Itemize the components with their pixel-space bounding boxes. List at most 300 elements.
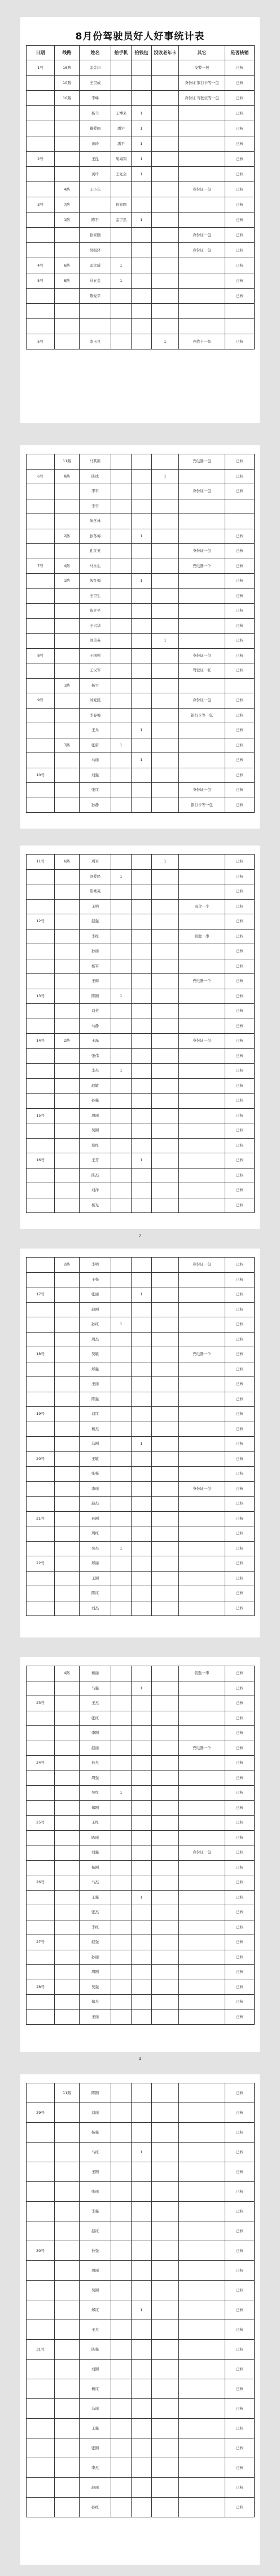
table-cell bbox=[111, 1437, 132, 1452]
table-cell: 已核 bbox=[225, 454, 255, 470]
table-cell bbox=[179, 1123, 225, 1139]
table-cell bbox=[55, 2261, 80, 2281]
table-cell: 11路 bbox=[55, 2083, 80, 2103]
table-row bbox=[27, 989, 255, 1004]
table-cell bbox=[55, 1437, 80, 1452]
table-cell bbox=[55, 1511, 80, 1526]
table-cell bbox=[27, 723, 55, 738]
table-cell bbox=[111, 2221, 132, 2241]
table-cell bbox=[152, 499, 179, 514]
table-cell bbox=[55, 499, 80, 514]
table-cell bbox=[111, 944, 132, 959]
table-cell bbox=[152, 1078, 179, 1094]
table-cell bbox=[55, 1696, 80, 1711]
table-cell: 充电器一个 bbox=[179, 559, 225, 574]
table-cell bbox=[27, 1168, 55, 1183]
table-cell bbox=[27, 319, 55, 334]
table-cell bbox=[111, 1034, 132, 1049]
table-row bbox=[27, 91, 255, 106]
table-cell bbox=[179, 1497, 225, 1512]
table-cell bbox=[111, 228, 132, 243]
table-cell bbox=[111, 1094, 132, 1109]
table-cell bbox=[179, 678, 225, 693]
table-cell bbox=[27, 1004, 55, 1019]
table-cell bbox=[132, 1571, 152, 1586]
table-cell: 27号 bbox=[27, 1935, 55, 1950]
table-cell: 王汉军 bbox=[80, 663, 111, 679]
table-cell bbox=[111, 243, 132, 258]
table-row bbox=[27, 1860, 255, 1875]
table-cell: 已核 bbox=[225, 1272, 255, 1287]
table-cell bbox=[179, 2143, 225, 2162]
table-cell: 已核 bbox=[225, 2143, 255, 2162]
table-cell: 已核 bbox=[225, 1198, 255, 1213]
table-cell bbox=[27, 2438, 55, 2458]
table-cell bbox=[132, 334, 152, 349]
table-cell bbox=[27, 1094, 55, 1109]
table-cell: 已核 bbox=[225, 1287, 255, 1303]
table-cell bbox=[111, 1019, 132, 1034]
table-cell: 1 bbox=[152, 469, 179, 484]
table-cell: 已核 bbox=[225, 1771, 255, 1786]
table-cell: 吴振泽 bbox=[80, 243, 111, 258]
table-cell: 已核 bbox=[225, 2281, 255, 2300]
table-row bbox=[27, 2281, 255, 2300]
table-cell bbox=[152, 1681, 179, 1696]
table-cell bbox=[152, 273, 179, 289]
table-cell bbox=[152, 1980, 179, 1995]
table-row bbox=[27, 289, 255, 304]
table-cell bbox=[132, 1526, 152, 1542]
table-cell bbox=[27, 1711, 55, 1726]
table-cell bbox=[55, 1980, 80, 1995]
table-cell bbox=[111, 559, 132, 574]
table-cell bbox=[55, 2123, 80, 2143]
table-cell: 已核 bbox=[225, 2458, 255, 2478]
table-cell: 1 bbox=[111, 738, 132, 753]
table-row bbox=[27, 2083, 255, 2103]
table-cell bbox=[27, 1890, 55, 1905]
table-cell: 已核 bbox=[225, 1004, 255, 1019]
table-cell bbox=[111, 2143, 132, 2162]
table-cell: 刘爱民 bbox=[80, 693, 111, 709]
table-cell bbox=[152, 1890, 179, 1905]
table-cell bbox=[111, 1481, 132, 1497]
table-cell: 孙冬梅 bbox=[80, 529, 111, 544]
table-cell: 已核 bbox=[225, 1830, 255, 1845]
table-row bbox=[27, 648, 255, 663]
table-cell: 2路 bbox=[55, 529, 80, 544]
table-cell bbox=[111, 1845, 132, 1861]
table-cell bbox=[152, 1048, 179, 1064]
table-cell: 马刚 bbox=[80, 1437, 111, 1452]
table-cell: 赵敏 bbox=[80, 1078, 111, 1094]
table-cell bbox=[55, 1526, 80, 1542]
document-title: 8月份驾驶员好人好事统计表 bbox=[75, 31, 205, 42]
table-cell bbox=[27, 634, 55, 649]
table-cell bbox=[111, 76, 132, 91]
table-row bbox=[27, 2360, 255, 2379]
table-cell bbox=[27, 213, 55, 228]
table-cell: 周强 bbox=[80, 1771, 111, 1786]
table-row bbox=[27, 197, 255, 213]
table-cell bbox=[152, 1920, 179, 1935]
column-header: 日期 bbox=[27, 46, 55, 60]
table-cell bbox=[55, 663, 80, 679]
table-cell: 已核 bbox=[225, 2103, 255, 2123]
table-cell bbox=[27, 106, 55, 121]
table-cell: 陈强 bbox=[80, 2340, 111, 2360]
table-cell: 充电器一个 bbox=[179, 974, 225, 989]
table-cell bbox=[27, 604, 55, 619]
table-cell: 1 bbox=[111, 1064, 132, 1079]
table-cell: 已核 bbox=[225, 1422, 255, 1437]
table-cell bbox=[27, 2162, 55, 2182]
column-header: 拾钱包 bbox=[132, 46, 152, 60]
table-cell bbox=[132, 634, 152, 649]
table-cell bbox=[27, 2261, 55, 2281]
table-cell: 已核 bbox=[225, 106, 255, 121]
table-cell: 雨伞一个 bbox=[179, 899, 225, 914]
table-cell bbox=[225, 678, 255, 693]
table-cell bbox=[55, 1198, 80, 1213]
table-row bbox=[27, 1108, 255, 1123]
table-cell bbox=[179, 1511, 225, 1526]
table-cell bbox=[179, 723, 225, 738]
table-cell: 已核 bbox=[225, 1860, 255, 1875]
table-cell bbox=[55, 2281, 80, 2300]
table-cell: 周红 bbox=[80, 1526, 111, 1542]
table-cell bbox=[55, 798, 80, 813]
table-cell bbox=[27, 2083, 55, 2103]
table-cell bbox=[152, 529, 179, 544]
table-cell bbox=[152, 1741, 179, 1756]
table-cell bbox=[55, 588, 80, 604]
table-cell bbox=[179, 1332, 225, 1347]
table-cell bbox=[111, 693, 132, 709]
table-cell: 刘刚 bbox=[80, 2360, 111, 2379]
table-cell bbox=[152, 1875, 179, 1891]
table-cell bbox=[179, 273, 225, 289]
table-cell bbox=[152, 2360, 179, 2379]
table-cell bbox=[55, 1467, 80, 1482]
column-header: 线路 bbox=[55, 46, 80, 60]
table-cell bbox=[27, 289, 55, 304]
table-row bbox=[27, 618, 255, 634]
table-cell: 已核 bbox=[225, 634, 255, 649]
table-row bbox=[27, 1771, 255, 1786]
table-cell bbox=[152, 1108, 179, 1123]
table-cell: 已核 bbox=[225, 604, 255, 619]
table-row bbox=[27, 1980, 255, 1995]
table-cell bbox=[55, 1756, 80, 1771]
table-cell: 李峰 bbox=[80, 91, 111, 106]
table-cell: 周刚 bbox=[80, 1965, 111, 1980]
table-cell: 王丽 bbox=[80, 1377, 111, 1392]
table-cell: 已核 bbox=[225, 768, 255, 783]
table-cell bbox=[111, 2498, 132, 2517]
table-cell: 孙杰 bbox=[80, 1756, 111, 1771]
table-cell: 已核 bbox=[225, 738, 255, 753]
document-page bbox=[20, 1249, 260, 1637]
table-cell bbox=[55, 783, 80, 798]
table-cell bbox=[55, 1317, 80, 1333]
table-cell bbox=[55, 1816, 80, 1831]
table-cell: 马其新 bbox=[80, 454, 111, 470]
table-cell: 已核 bbox=[225, 1681, 255, 1696]
table-cell bbox=[111, 289, 132, 304]
table-cell: 黄玲 bbox=[80, 167, 111, 182]
table-cell bbox=[179, 944, 225, 959]
table-cell bbox=[132, 2083, 152, 2103]
record-table bbox=[26, 2083, 255, 2517]
table-cell: 刘爱民 bbox=[80, 869, 111, 884]
table-cell: 已核 bbox=[225, 1756, 255, 1771]
table-cell bbox=[132, 1302, 152, 1317]
table-row bbox=[27, 1890, 255, 1905]
table-cell: 陈秀英 bbox=[80, 884, 111, 900]
table-cell bbox=[27, 1258, 55, 1273]
table-cell: 王强 bbox=[80, 2419, 111, 2438]
table-row bbox=[27, 1830, 255, 1845]
table-cell bbox=[132, 1407, 152, 1422]
table-cell: 已核 bbox=[225, 648, 255, 663]
table-cell bbox=[152, 1332, 179, 1347]
table-cell bbox=[132, 1034, 152, 1049]
table-cell: 充值卡一张 bbox=[179, 334, 225, 349]
table-cell bbox=[27, 1392, 55, 1407]
table-cell bbox=[55, 243, 80, 258]
table-cell bbox=[55, 1078, 80, 1094]
table-row bbox=[27, 1362, 255, 1377]
table-cell: 王敏 bbox=[80, 1451, 111, 1467]
table-cell bbox=[152, 559, 179, 574]
table-cell bbox=[27, 1183, 55, 1198]
table-row bbox=[27, 1258, 255, 1273]
table-cell bbox=[179, 2419, 225, 2438]
table-cell: 朱红梅 bbox=[80, 574, 111, 589]
table-cell bbox=[27, 2360, 55, 2379]
table-cell: 孙家刚 bbox=[80, 228, 111, 243]
table-cell: 钥匙一串 bbox=[179, 1666, 225, 1681]
table-cell bbox=[152, 604, 179, 619]
table-cell: 已核 bbox=[225, 529, 255, 544]
table-cell bbox=[111, 2241, 132, 2261]
table-cell: 已核 bbox=[225, 914, 255, 930]
table-cell bbox=[55, 1726, 80, 1741]
table-cell bbox=[111, 2300, 132, 2320]
table-cell bbox=[55, 708, 80, 723]
table-cell: 王昆 bbox=[80, 152, 111, 167]
table-cell bbox=[111, 678, 132, 693]
table-cell bbox=[152, 2221, 179, 2241]
table-cell bbox=[132, 1920, 152, 1935]
table-cell: 已核 bbox=[225, 1302, 255, 1317]
table-cell bbox=[132, 738, 152, 753]
table-cell bbox=[55, 2162, 80, 2182]
table-cell: 已核 bbox=[225, 2202, 255, 2221]
table-cell bbox=[27, 1422, 55, 1437]
table-row bbox=[27, 136, 255, 152]
table-cell: 已核 bbox=[225, 197, 255, 213]
table-cell: 已核 bbox=[225, 2241, 255, 2261]
table-cell bbox=[132, 1511, 152, 1526]
table-row bbox=[27, 855, 255, 870]
table-cell bbox=[55, 319, 80, 334]
table-cell bbox=[152, 2103, 179, 2123]
table-cell bbox=[111, 634, 132, 649]
table-cell: 1 bbox=[132, 1437, 152, 1452]
table-cell: 驾驶证一张 bbox=[179, 663, 225, 679]
table-cell bbox=[111, 1467, 132, 1482]
table-cell bbox=[132, 588, 152, 604]
table-cell bbox=[132, 2261, 152, 2281]
table-row bbox=[27, 319, 255, 334]
table-cell bbox=[132, 989, 152, 1004]
table-cell bbox=[55, 1004, 80, 1019]
table-cell bbox=[27, 454, 55, 470]
table-row bbox=[27, 2182, 255, 2202]
table-cell bbox=[27, 1064, 55, 1079]
table-cell bbox=[179, 1726, 225, 1741]
table-cell bbox=[152, 1183, 179, 1198]
table-cell bbox=[179, 1875, 225, 1891]
table-cell: 孙丽 bbox=[80, 944, 111, 959]
table-cell: 王明 bbox=[80, 899, 111, 914]
table-cell bbox=[179, 2438, 225, 2458]
table-cell bbox=[55, 2221, 80, 2241]
table-cell bbox=[152, 1019, 179, 1034]
table-cell bbox=[27, 1586, 55, 1601]
table-cell: 王红 bbox=[80, 1816, 111, 1831]
table-cell bbox=[132, 1786, 152, 1801]
table-cell: 赵红 bbox=[80, 2221, 111, 2241]
table-cell bbox=[111, 1571, 132, 1586]
table-cell bbox=[132, 869, 152, 884]
table-cell bbox=[132, 678, 152, 693]
table-cell bbox=[132, 1272, 152, 1287]
table-cell bbox=[132, 514, 152, 529]
table-row bbox=[27, 2340, 255, 2360]
table-cell bbox=[111, 319, 132, 334]
table-cell: 身份证一包 bbox=[179, 243, 225, 258]
table-cell bbox=[111, 2103, 132, 2123]
table-cell: 1 bbox=[152, 855, 179, 870]
table-cell bbox=[152, 1034, 179, 1049]
table-cell bbox=[55, 1108, 80, 1123]
table-cell: 王丽 bbox=[80, 2010, 111, 2025]
table-cell bbox=[27, 1078, 55, 1094]
table-cell: 17号 bbox=[27, 1287, 55, 1303]
table-cell: 11号 bbox=[27, 855, 55, 870]
table-cell bbox=[132, 899, 152, 914]
table-cell: 已核 bbox=[225, 2340, 255, 2360]
table-cell bbox=[152, 1377, 179, 1392]
table-cell: 身份证一包 bbox=[179, 1258, 225, 1273]
table-row bbox=[27, 2221, 255, 2241]
table-row bbox=[27, 106, 255, 121]
table-cell: 4路 bbox=[55, 1666, 80, 1681]
table-cell: 7路 bbox=[55, 197, 80, 213]
table-cell bbox=[27, 663, 55, 679]
table-cell: 已核 bbox=[225, 1451, 255, 1467]
table-cell bbox=[27, 929, 55, 944]
table-cell: 1 bbox=[111, 989, 132, 1004]
table-cell bbox=[27, 1741, 55, 1756]
table-cell bbox=[179, 2123, 225, 2143]
table-cell: 孙红 bbox=[80, 2498, 111, 2517]
table-cell: 已核 bbox=[225, 884, 255, 900]
table-cell bbox=[27, 899, 55, 914]
table-cell bbox=[132, 1845, 152, 1861]
table-cell bbox=[152, 768, 179, 783]
table-cell bbox=[55, 693, 80, 709]
record-table bbox=[26, 1666, 255, 2025]
table-cell bbox=[152, 1272, 179, 1287]
table-cell bbox=[27, 514, 55, 529]
table-cell bbox=[27, 121, 55, 136]
table-cell: 1路 bbox=[55, 574, 80, 589]
table-cell bbox=[55, 1481, 80, 1497]
table-cell bbox=[27, 1497, 55, 1512]
table-cell bbox=[55, 304, 80, 319]
table-cell bbox=[132, 1138, 152, 1153]
table-cell bbox=[111, 974, 132, 989]
table-cell bbox=[132, 648, 152, 663]
table-cell: 郑红 bbox=[80, 1138, 111, 1153]
table-cell bbox=[132, 1183, 152, 1198]
table-cell bbox=[111, 182, 132, 197]
table-cell: 已核 bbox=[225, 929, 255, 944]
table-cell bbox=[179, 1064, 225, 1079]
table-row bbox=[27, 1875, 255, 1891]
table-cell bbox=[152, 289, 179, 304]
table-cell: 14号 bbox=[27, 1034, 55, 1049]
table-cell bbox=[111, 663, 132, 679]
table-row bbox=[27, 1392, 255, 1407]
table-cell bbox=[55, 929, 80, 944]
table-row bbox=[27, 2143, 255, 2162]
table-cell bbox=[111, 2478, 132, 2498]
table-row bbox=[27, 514, 255, 529]
table-cell: 吴刚 bbox=[80, 1123, 111, 1139]
table-cell: 6号 bbox=[27, 469, 55, 484]
table-cell: 马杰 bbox=[80, 1875, 111, 1891]
table-cell bbox=[111, 1497, 132, 1512]
table-cell: 1 bbox=[111, 1317, 132, 1333]
table-cell bbox=[152, 1481, 179, 1497]
table-cell bbox=[111, 1183, 132, 1198]
table-cell bbox=[152, 213, 179, 228]
table-cell bbox=[152, 1541, 179, 1556]
table-cell: 陈红 bbox=[80, 1586, 111, 1601]
table-cell bbox=[152, 1556, 179, 1572]
table-cell bbox=[55, 1064, 80, 1079]
table-cell bbox=[132, 693, 152, 709]
table-row bbox=[27, 2261, 255, 2281]
table-cell: 1 bbox=[111, 273, 132, 289]
table-cell: 1 bbox=[132, 2143, 152, 2162]
table-cell bbox=[111, 2083, 132, 2103]
table-cell bbox=[27, 2221, 55, 2241]
table-row bbox=[27, 693, 255, 709]
table-cell bbox=[55, 2300, 80, 2320]
table-cell: 25号 bbox=[27, 1816, 55, 1831]
table-cell: 孙红 bbox=[80, 1317, 111, 1333]
table-cell bbox=[27, 1995, 55, 2010]
table-cell: 已核 bbox=[225, 574, 255, 589]
table-cell bbox=[132, 2498, 152, 2517]
